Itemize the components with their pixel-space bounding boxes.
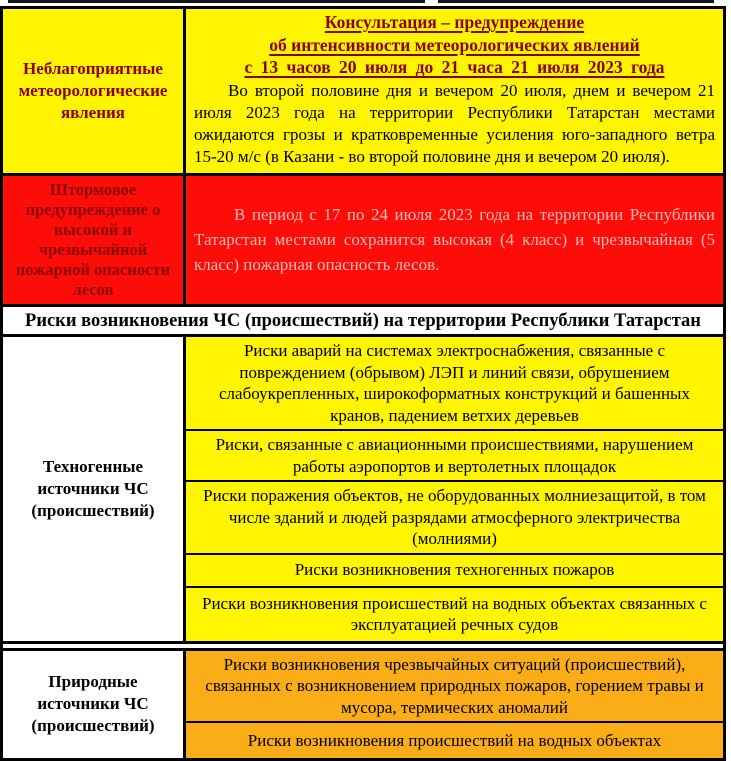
natural-label-cell: [3, 651, 186, 759]
storm-warning-content-cell: [186, 176, 723, 304]
weather-warning-label: Неблагоприятные метеорологические явления: [18, 59, 168, 122]
storm-warning-body: В период с 17 по 24 июля 2023 года на территории Республики Татарстан местами сохранится высокая (4 класс) и чрезвычайная (5 класс) пожарная опасность лесов.: [194, 204, 715, 274]
risk-item-natural-fires: Риски возникновения чрезвычайных ситуаций (происшествий), связанных с возникновением природных пожаров, горением травы и мусора, термических аномалий: [186, 651, 723, 722]
group-natural: [3, 648, 723, 759]
storm-warning-label: Штормовое предупреждение о высокой и чрезвычайной пожарной опасности лесов: [15, 180, 171, 299]
natural-risks-list: [186, 651, 723, 759]
risk-item-technogenic-fires: Риски возникновения техногенных пожаров: [186, 553, 723, 586]
technogenic-label: Техногенные источники ЧС (происшествий): [31, 456, 155, 520]
weather-warning-body: Во второй половине дня и вечером 20 июля, днем и вечером 21 июля 2023 года на территории Республики Татарстан местами ожидаются грозы и кратковременные усиления юго-западного ветра 15-20 м/с (в Казани - во второй половине дня и вечером 20 июля).: [194, 80, 715, 166]
natural-label: Природные источники ЧС (происшествий): [31, 672, 155, 736]
technogenic-risks-list: [186, 337, 723, 641]
weather-warning-label-cell: [3, 9, 186, 173]
group-technogenic: [3, 337, 723, 644]
warning-table: [0, 6, 726, 761]
weather-warning-content-cell: [186, 9, 723, 173]
risk-item-power-lines: Риски аварий на системах электроснабжения, связанные с повреждением (обрывом) ЛЭП и линий связи, обрушением слабоукрепленных, широкоформатных конструкций и башенных кранов, падением ветхих деревьев: [186, 337, 723, 429]
row-weather-warning: [3, 9, 723, 176]
risk-item-river-vessels: Риски возникновения происшествий на водных объектах связанных с эксплуатацией речных судов: [186, 586, 723, 641]
consultation-title-line-1: Консультация – предупреждение: [324, 12, 585, 32]
risk-item-aviation: Риски, связанные с авиационными происшествиями, нарушением работы аэропортов и вертолетных площадок: [186, 429, 723, 480]
consultation-title-line-2: об интенсивности метеорологических явлений: [269, 34, 640, 55]
risks-section-header: Риски возникновения ЧС (происшествий) на территории Республики Татарстан: [3, 307, 723, 337]
row-storm-warning: [3, 176, 723, 307]
risk-item-lightning: Риски поражения объектов, не оборудованных молниезащитой, в том числе зданий и людей разрядами атмосферного электричества (молниями): [186, 480, 723, 553]
technogenic-label-cell: [3, 337, 186, 641]
consultation-title-line-3: с 13 часов 20 июля до 21 часа 21 июля 2023 года: [244, 57, 665, 77]
risk-item-water-objects: Риски возникновения происшествий на водных объектах: [186, 721, 723, 758]
storm-warning-label-cell: [3, 176, 186, 304]
